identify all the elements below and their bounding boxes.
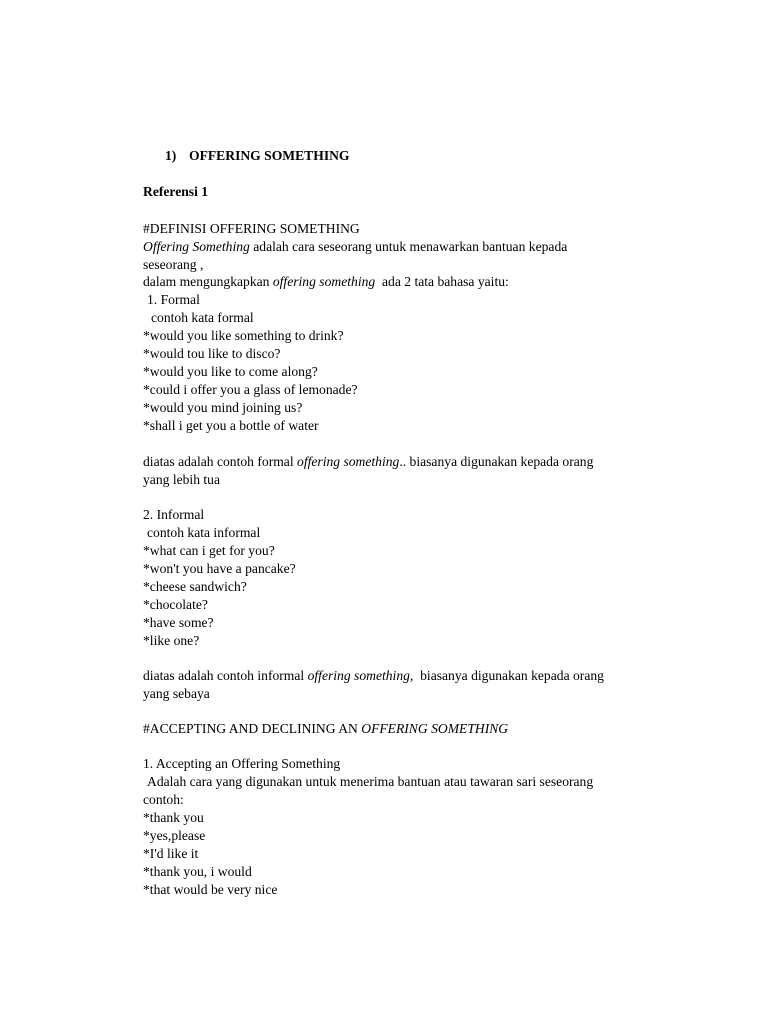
list-item: *would you mind joining us? [143, 400, 303, 415]
list-item: *shall i get you a bottle of water [143, 418, 319, 433]
list-item: *I'd like it [143, 846, 199, 861]
formal-note-term: offering something [297, 454, 400, 469]
accepting-title [143, 720, 508, 738]
informal-note-post: biasanya digunakan kepada orang [413, 668, 604, 683]
definition-pre: dalam mengungkapkan [143, 274, 273, 289]
list-item: *would tou like to disco? [143, 346, 281, 361]
informal-subtitle: contoh kata informal [147, 525, 261, 540]
accepting-title-pre: #ACCEPTING AND DECLINING AN [143, 721, 362, 736]
list-item: *would you like to come along? [143, 364, 318, 379]
accepting-title-term: OFFERING SOMETHING [361, 721, 509, 736]
list-item: *chocolate? [143, 597, 208, 612]
accepting-description: Adalah cara yang digunakan untuk menerima bantuan atau tawaran sari seseorang [147, 774, 594, 789]
accepting-subtitle: 1. Accepting an Offering Something [143, 756, 341, 771]
definition-line-3 [143, 273, 509, 291]
formal-subtitle: contoh kata formal [151, 310, 254, 325]
list-item: *yes,please [143, 828, 206, 843]
definition-post: ada 2 tata bahasa yaitu: [375, 274, 509, 289]
reference-label: Referensi 1 [143, 184, 209, 199]
list-item: *won't you have a pancake? [143, 561, 296, 576]
accepting-contoh: contoh: [143, 792, 184, 807]
definition-title: #DEFINISI OFFERING SOMETHING [143, 221, 360, 236]
definition-line-1 [143, 238, 567, 256]
formal-note-post: .. biasanya digunakan kepada orang [399, 454, 594, 469]
list-item: *thank you [143, 810, 204, 825]
list-item: *thank you, i would [143, 864, 252, 879]
list-item: *like one? [143, 633, 200, 648]
informal-note-line-1 [143, 667, 604, 685]
formal-note-pre: diatas adalah contoh formal [143, 454, 298, 469]
list-item: *what can i get for you? [143, 543, 275, 558]
formal-note-line-1 [143, 453, 593, 471]
informal-title: 2. Informal [143, 507, 205, 522]
list-item: *have some? [143, 615, 214, 630]
list-item: *cheese sandwich? [143, 579, 247, 594]
formal-title: 1. Formal [147, 292, 200, 307]
heading-text: OFFERING SOMETHING [189, 148, 350, 163]
list-item: *could i offer you a glass of lemonade? [143, 382, 358, 397]
definition-term-2: offering something [272, 274, 376, 289]
list-item: *that would be very nice [143, 882, 278, 897]
informal-note-pre: diatas adalah contoh informal [143, 668, 308, 683]
definition-line-2: seseorang , [143, 257, 204, 272]
heading-number: 1) [165, 148, 177, 163]
list-item: *would you like something to drink? [143, 328, 344, 343]
definition-text: adalah cara seseorang untuk menawarkan bantuan kepada [249, 239, 568, 254]
section-heading [165, 147, 350, 165]
definition-term: Offering Something [143, 239, 250, 254]
informal-note-term: offering something, [307, 668, 414, 683]
informal-note-line-2: yang sebaya [143, 686, 210, 701]
formal-note-line-2: yang lebih tua [143, 472, 221, 487]
